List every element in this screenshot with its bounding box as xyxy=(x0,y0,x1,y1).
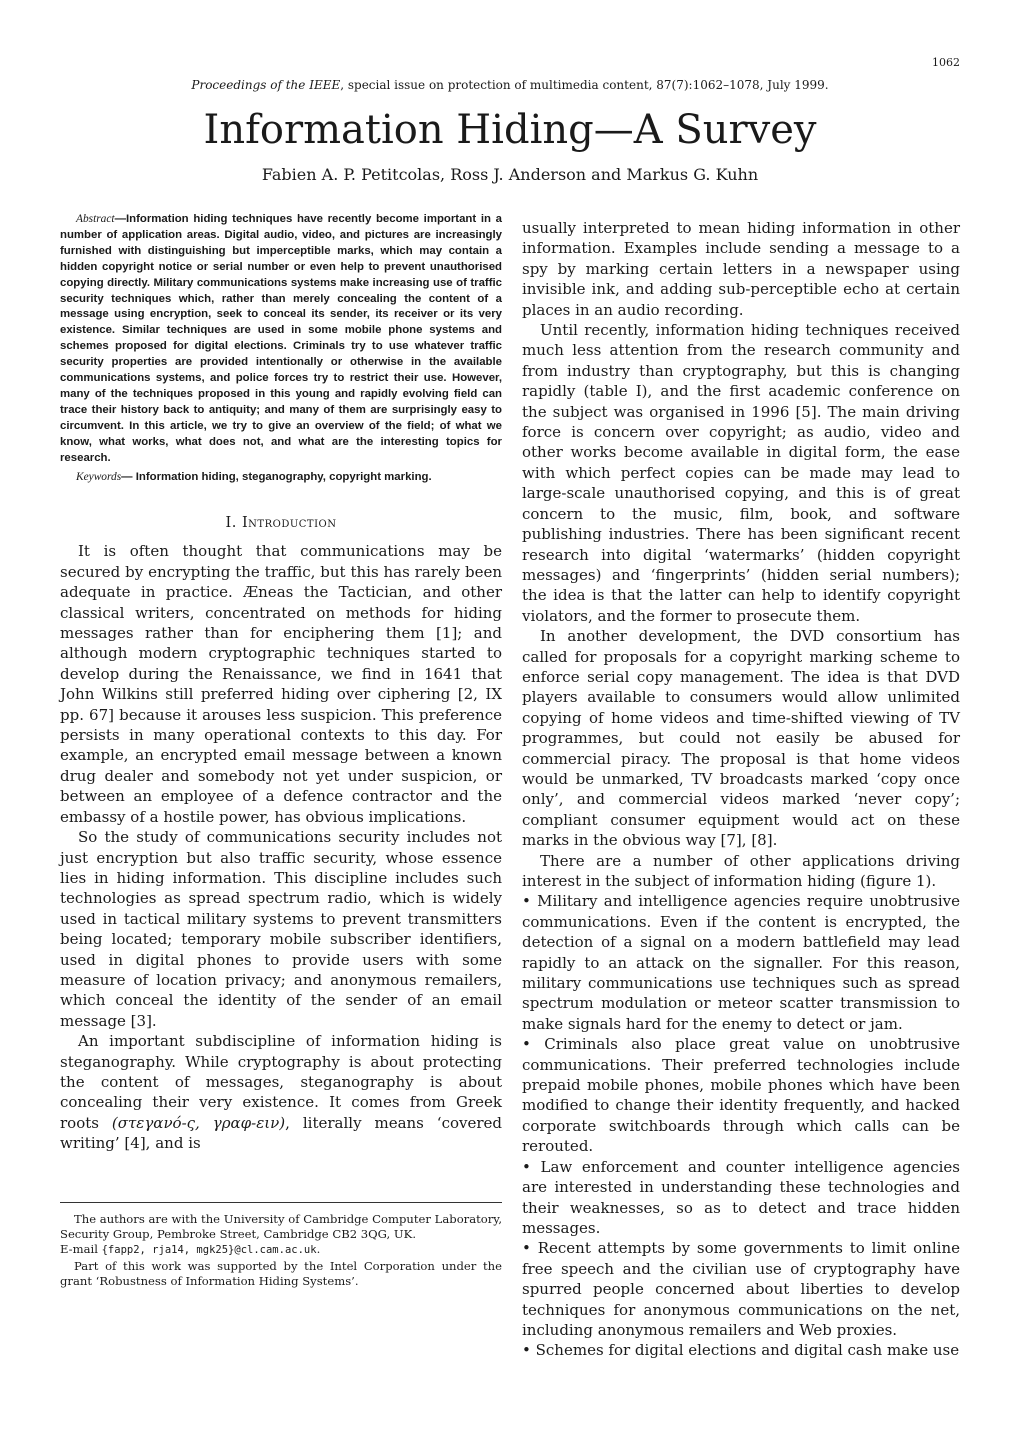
paragraph: So the study of communications security includes not just encryption but also traffic security, whose essence lies in hiding information. This discipline includes such technologies as spread spectrum radio, which is widely used in tactical military systems to prevent transmitters being located; temporary mobile subscriber identifiers, used in digital phones to provide users with some measure of location privacy; and anonymous remailers, which conceal the identity of the sender of an email message [3]. xyxy=(60,828,502,1030)
email-suffix: . xyxy=(316,1242,321,1257)
venue-details: , special issue on protection of multimedia content, 87(7):1062–1078, July 1999. xyxy=(340,78,829,92)
paragraph: Until recently, information hiding techniques received much less attention from the research community and from industry than cryptography, but this is changing rapidly (table I), and the first academic conference on the subject was organised in 1996 [5]. The main driving force is concern over copyright; as audio, video and other works become available in digital form, the ease with which perfect copies can be made may lead to large-scale unauthorised copying, and this is of great concern to the music, film, book, and software publishing industries. There has been significant recent research into digital ‘watermarks’ (hidden copyright messages) and ‘fingerprints’ (hidden serial numbers); the idea is that the latter can help to identify copyright violators, and the former to prosecute them. xyxy=(522,321,960,625)
paper-title: Information Hiding—A Survey xyxy=(203,107,817,153)
section-heading xyxy=(60,515,502,531)
section-title: Introduction xyxy=(241,515,337,532)
footnote-email xyxy=(60,1242,502,1258)
email-prefix: E-mail xyxy=(60,1242,102,1257)
bullet-item: • Schemes for digital elections and digital cash make use xyxy=(522,1340,960,1360)
footnote-affiliation: The authors are with the University of Cambridge Computer Laboratory, Security Group, Pembroke Street, Cambridge CB2 3QG, UK. xyxy=(60,1212,502,1242)
section-numeral: I. xyxy=(225,515,237,532)
paragraph: There are a number of other applications driving interest in the subject of information hiding (figure 1). xyxy=(522,851,960,890)
email-domain: @cl.cam.ac.uk xyxy=(234,1244,317,1257)
abstract-text: —Information hiding techniques have recently become important in a number of application areas. Digital audio, video, and pictures are increasingly furnished with distinguishing but imperceptible marks, which may contain a hidden copyright notice or serial number or even help to prevent unauthorised copying directly. Military communications systems make increasing use of traffic security techniques which, rather than merely concealing the content of a message using encryption, seek to conceal its sender, its receiver or its very existence. Similar techniques are used in some mobile phone systems and schemes proposed for digital elections. Criminals try to use whatever traffic security properties are provided intentionally or otherwise in the available communications systems, and police forces try to restrict their use. However, many of the techniques proposed in this young and rapidly evolving field can trace their history back to antiquity; and many of them are surprisingly easy to circumvent. In this article, we try to give an overview of the field; of what we know, what works, what does not, and what are the interesting topics for research. xyxy=(60,213,502,464)
page-number: 1062 xyxy=(932,56,960,69)
keywords-label: Keywords xyxy=(76,470,122,483)
bullet-item: • Criminals also place great value on unobtrusive communications. Their preferred technologies include prepaid mobile phones, mobile phones which have been modified to change their identity frequently, and hacked corporate switchboards through which calls can be rerouted. xyxy=(522,1034,960,1156)
email-ids: {fapp2, rja14, mgk25} xyxy=(101,1244,235,1257)
greek-roots: (στεγανό-ς, γραφ-ειν) xyxy=(111,1113,286,1132)
abstract xyxy=(60,212,502,485)
intro-body-left xyxy=(60,541,502,1153)
abstract-label: Abstract xyxy=(76,213,115,225)
para-text: , literally means ‘covered writing’ [4], and is xyxy=(60,1113,503,1153)
para-text: An important subdiscipline of information hiding is steganography. While cryptography is about protecting the content of messages, steganography is about concealing their very existence. It comes from Greek roots xyxy=(60,1032,502,1132)
paragraph xyxy=(60,1031,502,1153)
keywords-text: — Information hiding, steganography, copyright marking. xyxy=(121,470,432,483)
journal-name: Proceedings of the IEEE xyxy=(191,78,341,92)
bullet-item: • Recent attempts by some governments to limit online free speech and the civilian use of cryptography have spurred people concerned about liberties to develop techniques for anonymous communications on the net, including anonymous remailers and Web proxies. xyxy=(522,1238,960,1340)
footnotes xyxy=(60,1202,502,1289)
author-list: Fabien A. P. Petitcolas, Ross J. Anderson and Markus G. Kuhn xyxy=(261,165,759,184)
paragraph-continued: usually interpreted to mean hiding information in other information. Examples include sending a message to a spy by marking certain letters in a newspaper using invisible ink, and adding sub-perceptible echo at certain places in an audio recording. xyxy=(522,219,960,319)
paragraph: It is often thought that communications may be secured by encrypting the traffic, but this has rarely been adequate in practice. Æneas the Tactician, and other classical writers, concentrated on methods for hiding messages rather than for enciphering them [1]; and although modern cryptographic techniques started to develop during the Renaissance, we find in 1641 that John Wilkins still preferred hiding over ciphering [2, IX pp. 67] because it arouses less suspicion. This preference persists in many operational contexts to this day. For example, an encrypted email message between a known drug dealer and somebody not yet under suspicion, or between an employee of a defence contractor and the embassy of a hostile power, has obvious implications. xyxy=(60,542,502,826)
paragraph: In another development, the DVD consortium has called for proposals for a copyright marking scheme to enforce serial copy management. The idea is that DVD players available to consumers would allow unlimited copying of home videos and time-shifted viewing of TV programmes, but could not easily be abused for commercial piracy. The proposal is that home videos would be unmarked, TV broadcasts marked ‘copy once only’, and commercial videos marked ‘never copy’; compliant consumer equipment would act on these marks in the obvious way [7], [8]. xyxy=(522,627,960,850)
bullet-item: • Military and intelligence agencies require unobtrusive communications. Even if the content is encrypted, the detection of a signal on a modern battlefield may lead rapidly to an attack on the signaller. For this reason, military communications use techniques such as spread spectrum modulation or meteor scatter transmission to make signals hard for the enemy to detect or jam. xyxy=(522,891,960,1034)
venue-line xyxy=(0,78,1020,92)
left-column xyxy=(60,212,502,1154)
bullet-item: • Law enforcement and counter intelligence agencies are interested in understanding these technologies and their weaknesses, so as to detect and trace hidden messages. xyxy=(522,1157,960,1239)
footnote-support: Part of this work was supported by the Intel Corporation under the grant ‘Robustness of Information Hiding Systems’. xyxy=(60,1258,502,1288)
intro-body-right xyxy=(522,218,960,1361)
right-column xyxy=(522,218,960,1361)
